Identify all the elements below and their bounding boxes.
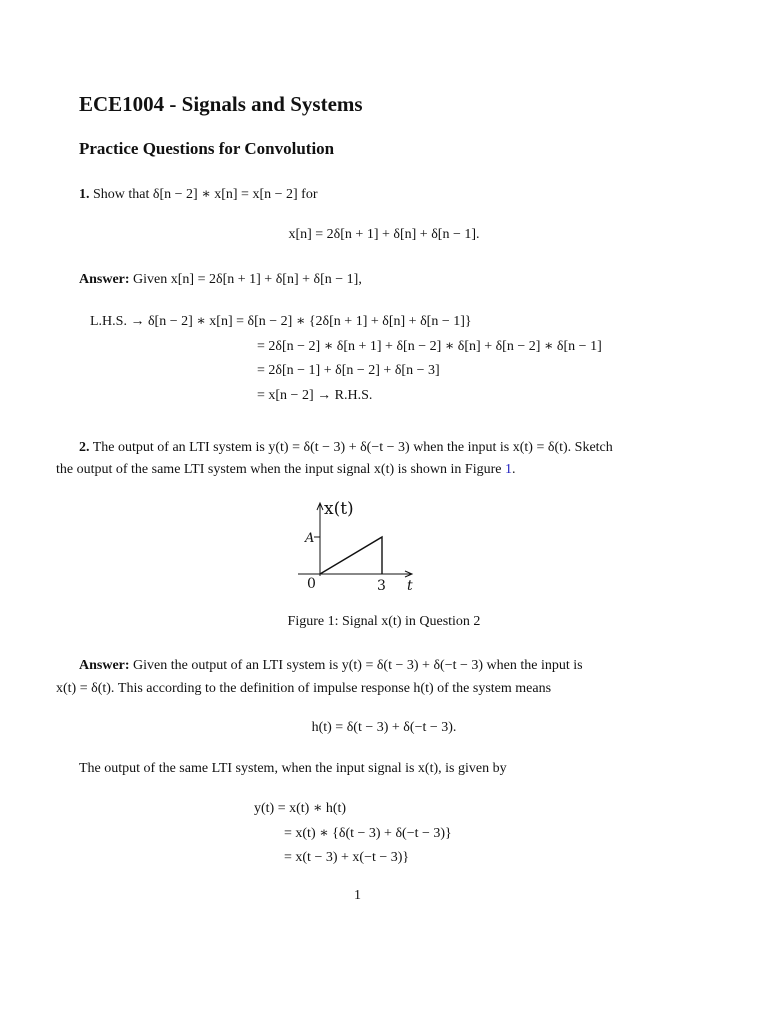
- origin-label: 0: [307, 576, 316, 592]
- section-title: Practice Questions for Convolution: [79, 139, 335, 158]
- output-equation-line-3: = x(t − 3) + x(−t − 3)}: [284, 850, 410, 865]
- answer-1-derivation-line-2: = 2δ[n − 2] ∗ δ[n + 1] + δ[n − 2] ∗ δ[n] + δ[n − 2] ∗ δ[n − 1]: [257, 339, 602, 354]
- figure-1-caption: Figure 1: Signal x(t) in Question 2: [287, 614, 481, 629]
- answer-1-derivation-line-4: = x[n − 2] → R.H.S.: [257, 388, 373, 403]
- answer-2-line-2: x(t) = δ(t). This according to the definition of impulse response h(t) of the system means: [56, 681, 552, 696]
- question-2-text: The output of an LTI system is y(t) = δ(t − 3) + δ(−t − 3) when the input is x(t) = δ(t). Sketch: [92, 440, 613, 455]
- question-1-equation: x[n] = 2δ[n + 1] + δ[n] + δ[n − 1].: [288, 227, 480, 242]
- amplitude-label: A: [305, 531, 315, 546]
- answer-1-derivation-line-3: = 2δ[n − 1] + δ[n − 2] + δ[n − 3]: [257, 363, 440, 378]
- tick-label-3: 3: [377, 578, 386, 594]
- page-number: 1: [354, 888, 361, 903]
- document-title: ECE1004 - Signals and Systems: [79, 92, 363, 116]
- output-equation-line-2: = x(t) ∗ {δ(t − 3) + δ(−t − 3)}: [284, 826, 452, 841]
- question-2-line-2-text: the output of the same LTI system when the input signal x(t) is shown in Figure: [56, 462, 505, 477]
- answer-1-label: Answer:: [79, 272, 130, 287]
- question-2-line-2: [56, 462, 515, 478]
- signal-plot: [290, 497, 430, 597]
- answer-1-derivation-line-1: L.H.S. → δ[n − 2] ∗ x[n] = δ[n − 2] ∗ {2δ[n + 1] + δ[n] + δ[n − 1]}: [90, 314, 472, 329]
- answer-1-intro: [79, 272, 362, 288]
- output-equation-line-1: y(t) = x(t) ∗ h(t): [254, 801, 347, 816]
- question-1-text: Show that δ[n − 2] ∗ x[n] = x[n − 2] for: [93, 187, 318, 202]
- y-axis-label: x(t): [324, 499, 354, 519]
- question-1: [79, 186, 318, 203]
- figure-1: [290, 497, 430, 597]
- impulse-response-equation: h(t) = δ(t − 3) + δ(−t − 3).: [311, 720, 457, 735]
- question-2-line-1: [79, 440, 613, 456]
- question-2-number: 2.: [79, 440, 90, 455]
- answer-2-label: Answer:: [79, 658, 130, 673]
- signal-ramp: [320, 537, 382, 574]
- figure-1-reference-link[interactable]: 1: [504, 462, 512, 477]
- question-1-number: 1.: [79, 187, 90, 202]
- question-2-line-2-end: .: [511, 462, 516, 477]
- answer-1-text: Given x[n] = 2δ[n + 1] + δ[n] + δ[n − 1],: [133, 272, 362, 287]
- x-axis-label: t: [407, 578, 413, 594]
- answer-2-line-3: The output of the same LTI system, when the input signal is x(t), is given by: [79, 761, 507, 776]
- answer-2-text: Given the output of an LTI system is y(t) = δ(t − 3) + δ(−t − 3) when the input is: [133, 658, 583, 673]
- answer-2-line-1: [79, 658, 583, 674]
